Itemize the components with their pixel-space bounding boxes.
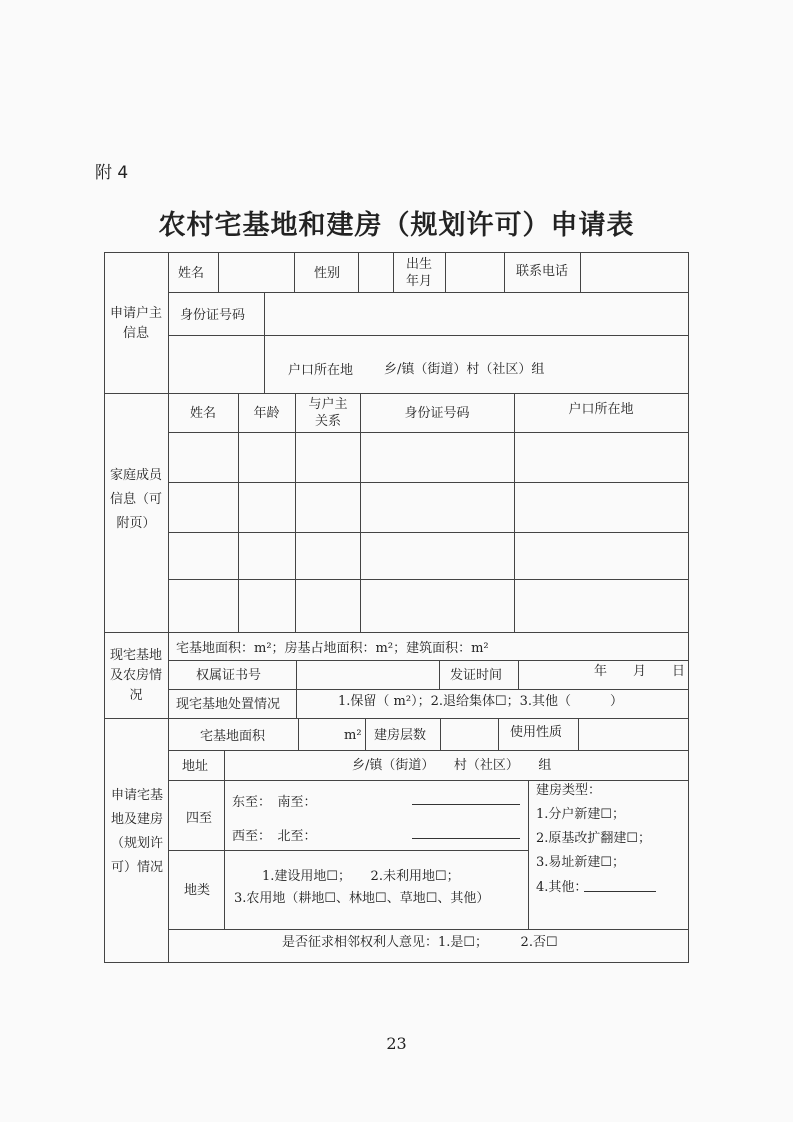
form-title: 农村宅基地和建房（规划许可）申请表 [158,210,635,241]
build-type-option: 3.易址新建☐； [536,855,626,870]
gender-label: 性别 [314,266,341,281]
hukou-value: 乡/镇（街道）村（社区）组 [384,362,545,377]
usage-label: 使用性质 [510,725,563,740]
floors-label: 建房层数 [374,728,427,743]
page-number: 23 [386,1034,407,1053]
applicant-section-label: 申请户主信息 [109,306,162,341]
annex-label: 附 4 [95,163,129,183]
table-border-bottom [104,962,689,963]
west-north-label: 西至： 北至： [232,829,317,844]
land-type-label: 地类 [184,883,211,898]
issue-date-label: 发证时间 [450,668,503,683]
disposal-options: 1.保留（ m²）；2.退给集体☐；3.其他（ ） [338,694,624,709]
col-header-id: 身份证号码 [404,406,470,421]
build-type-option: 1.分户新建☐； [536,807,626,822]
land-type-line2: 3.农用地（耕地☐、林地☐、草地☐、其他） [234,891,490,906]
address-label: 地址 [182,759,209,774]
table-border-right [688,252,689,963]
build-type-option: 4.其他： [536,880,588,895]
hukou-label: 户口所在地 [288,363,354,378]
new-area-unit: m² [344,728,362,743]
label-column-divider [168,252,169,963]
phone-label: 联系电话 [516,264,569,279]
east-south-blank[interactable] [412,804,520,805]
section-divider [104,718,689,719]
application-section-label: 申请宅基地及建房（规划许可）情况 [110,788,163,875]
family-section-label: 家庭成员信息（可附页） [110,468,163,531]
col-header-hukou: 户口所在地 [568,402,634,417]
current-section-label: 现宅基地及农房情况 [110,648,163,703]
id-number-label: 身份证号码 [180,308,246,323]
name-label: 姓名 [178,266,205,281]
issue-date-value: 年 月 日 [594,664,686,679]
section-divider [104,393,689,394]
ownership-cert-label: 权属证书号 [196,668,262,683]
section-divider [104,632,689,633]
build-type-label: 建房类型： [536,783,602,798]
disposal-label: 现宅基地处置情况 [176,697,281,712]
table-border-top [104,252,689,253]
west-north-blank[interactable] [412,838,520,839]
address-value: 乡/镇（街道） 村（社区） 组 [352,758,552,773]
current-area-line: 宅基地面积：m²；房基占地面积：m²；建筑面积：m² [176,641,489,656]
table-border-left [104,252,105,963]
col-header-relation: 与户主关系 [308,397,348,429]
build-type-other-blank[interactable] [584,891,656,892]
neighbor-opinion: 是否征求相邻权利人意见：1.是☐； 2.否☐ [282,935,558,950]
new-area-label: 宅基地面积 [200,729,266,744]
land-type-line1: 1.建设用地☐； 2.未利用地☐； [262,869,460,884]
col-header-age: 年龄 [253,406,280,421]
east-south-label: 东至： 南至： [232,795,317,810]
build-type-option: 2.原基改扩翻建☐； [536,831,652,846]
birth-label: 出生年月 [405,257,432,289]
boundary-label: 四至 [186,811,213,826]
col-header-name: 姓名 [189,406,216,421]
